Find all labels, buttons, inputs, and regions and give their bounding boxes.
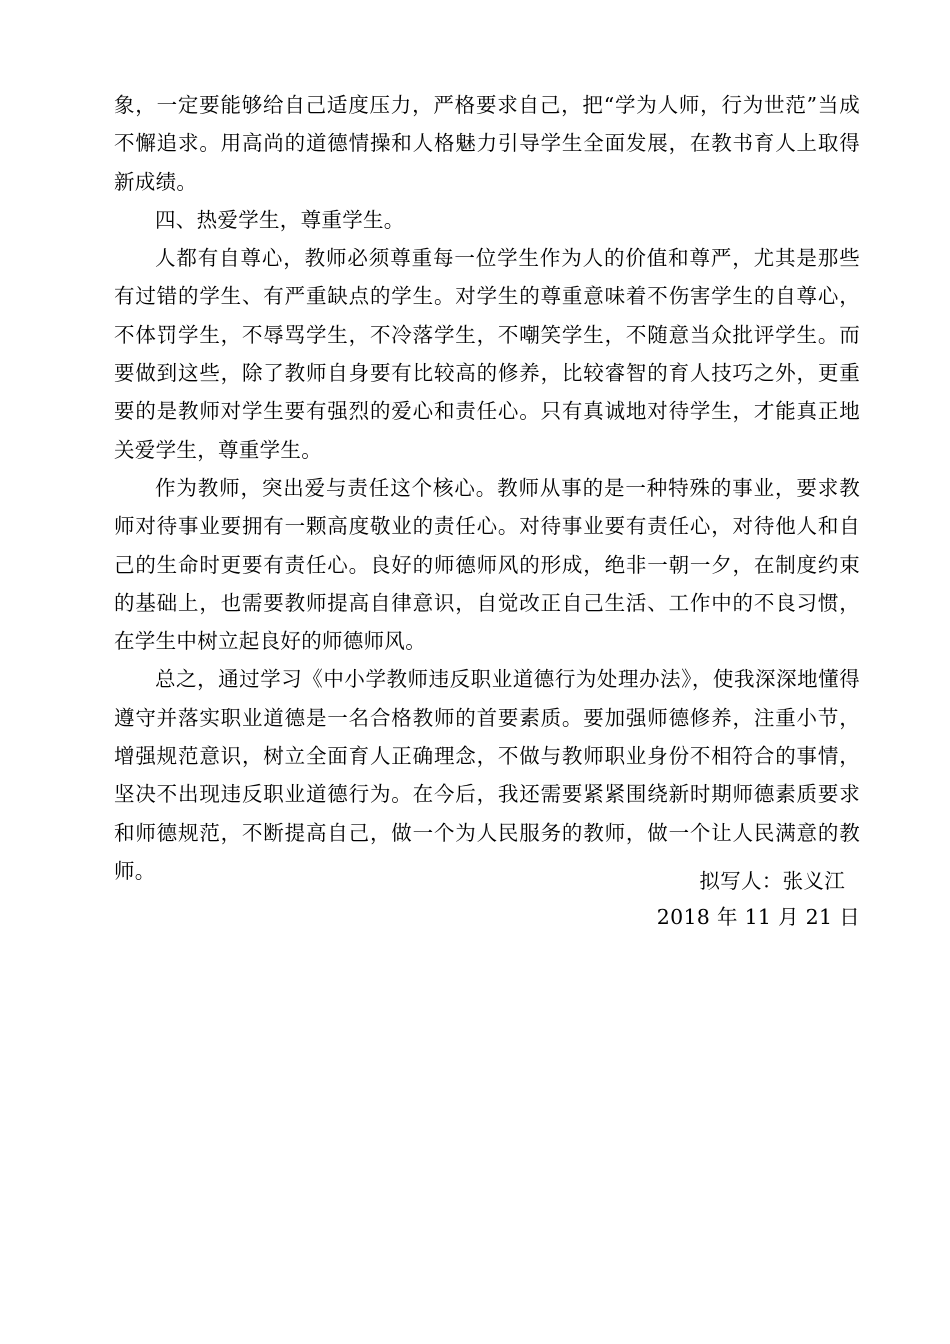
- section-heading-four: 四、热爱学生，尊重学生。: [155, 207, 405, 232]
- signature-author: 拟写人：张义江: [699, 869, 845, 893]
- signature-date: 2018 年 11 月 21 日: [656, 905, 860, 929]
- paragraph-continuation: 象，一定要能够给自己适度压力，严格要求自己，把“学为人师，行为世范”当成不懈追求。用高尚的道德情操和人格魅力引导学生全面发展，在教书育人上取得新成绩。: [114, 93, 860, 194]
- paragraph-respect-students: 人都有自尊心，教师必须尊重每一位学生作为人的价值和尊严，尤其是那些有过错的学生、有严重缺点的学生。对学生的尊重意味着不伤害学生的自尊心，不体罚学生，不辱骂学生，不冷落学生，不嘲笑学生，不随意当众批评学生。而要做到这些，除了教师自身要有比较高的修养，比较睿智的育人技巧之外，更重要的是教师对学生要有强烈的爱心和责任心。只有真诚地对待学生，才能真正地关爱学生，尊重学生。: [114, 246, 860, 462]
- document-body: [114, 86, 860, 890]
- paragraph-conclusion: 总之，通过学习《中小学教师违反职业道德行为处理办法》，使我深深地懂得遵守并落实职业道德是一名合格教师的首要素质。要加强师德修养，注重小节，增强规范意识，树立全面育人正确理念，不做与教师职业身份不相符合的事情，坚决不出现违反职业道德行为。在今后，我还需要紧紧围绕新时期师德素质要求和师德规范，不断提高自己，做一个为人民服务的教师，做一个让人民满意的教师。: [114, 667, 860, 883]
- paragraph-love-responsibility: 作为教师，突出爱与责任这个核心。教师从事的是一种特殊的事业，要求教师对待事业要拥有一颗高度敬业的责任心。对待事业要有责任心，对待他人和自己的生命时更要有责任心。良好的师德师风的形成，绝非一朝一夕，在制度约束的基础上，也需要教师提高自律意识，自觉改正自己生活、工作中的不良习惯，在学生中树立起良好的师德师风。: [114, 475, 860, 654]
